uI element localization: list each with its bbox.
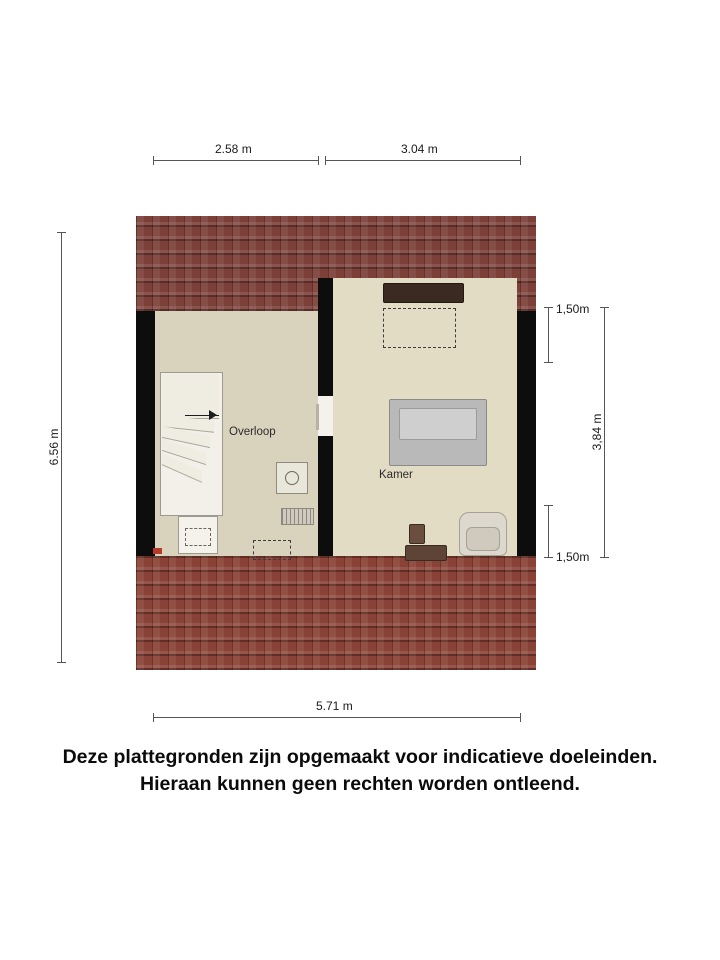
dimension-label-bottom-total: 5.71 m (316, 699, 353, 713)
armchair-seat (466, 527, 500, 551)
dimension-tick (544, 557, 553, 558)
bed-headboard (399, 408, 477, 440)
dimension-tick (544, 362, 553, 363)
dimension-tick (600, 307, 609, 308)
dimension-tick (57, 662, 66, 663)
room-label-overloop: Overloop (229, 426, 276, 438)
skylight (383, 283, 464, 303)
dimension-tick (544, 505, 553, 506)
door-opening-overloop-kamer[interactable] (318, 396, 333, 436)
dimension-tick (153, 156, 154, 165)
dimension-label-right-middle: 3,84 m (590, 413, 604, 451)
room-label-kamer: Kamer (379, 469, 413, 481)
stair-landing-outline (185, 528, 211, 546)
dormer-outline (383, 308, 456, 348)
roof-lower (136, 556, 536, 670)
dimension-tick (600, 557, 609, 558)
dimension-line-top-left (153, 160, 318, 161)
dimension-tick (520, 713, 521, 722)
nightstand (409, 524, 425, 544)
dimension-label-top-right: 3.04 m (401, 142, 438, 156)
hatch-outline (253, 540, 291, 560)
dimension-tick (318, 156, 319, 165)
wardrobe (405, 545, 447, 561)
caption (0, 744, 720, 798)
dimension-tick (153, 713, 154, 722)
caption-line-1: Deze plattegronden zijn opgemaakt voor indicatieve doeleinden. (62, 746, 658, 768)
stair-direction-arrow (209, 410, 217, 420)
dimension-label-left-total: 6.56 m (47, 428, 61, 466)
radiator-overloop (281, 508, 314, 525)
dimension-tick (520, 156, 521, 165)
caption-line-2: Hieraan kunnen geen rechten worden ontleend. (140, 772, 580, 795)
wall-marker (153, 548, 162, 554)
dimension-line-bottom (153, 717, 520, 718)
dimension-line-right-top (548, 307, 549, 362)
dimension-line-right-bottom (548, 505, 549, 557)
dimension-label-top-left: 2.58 m (215, 142, 252, 156)
dimension-tick (325, 156, 326, 165)
dimension-line-left (61, 232, 62, 662)
dimension-line-right-middle (604, 307, 605, 557)
dimension-tick (57, 232, 66, 233)
dimension-tick (544, 307, 553, 308)
door-leaf (316, 404, 319, 430)
dimension-label-right-top: 1,50m (556, 302, 590, 316)
dimension-label-right-bottom: 1,50m (556, 550, 590, 564)
wall-right (517, 311, 536, 556)
dimension-line-top-right (325, 160, 520, 161)
wall-left (136, 311, 155, 556)
wall-fixture-detail (285, 471, 299, 485)
